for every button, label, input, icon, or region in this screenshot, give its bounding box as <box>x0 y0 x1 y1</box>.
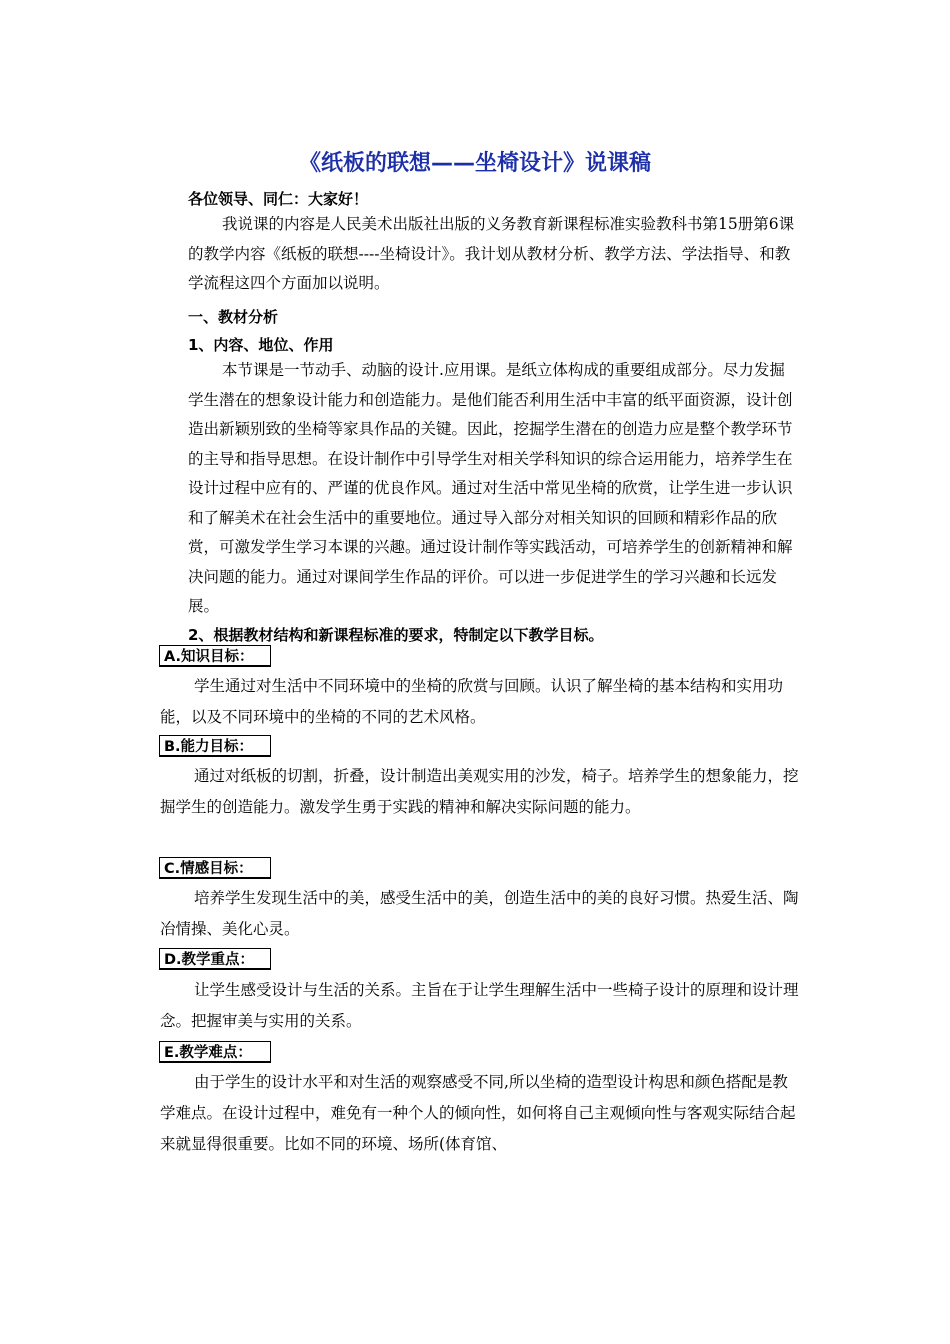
paragraph-knowledge-goal: 学生通过对生活中不同环境中的坐椅的欣赏与回顾。认识了解坐椅的基本结构和实用功能，以及不同环境中的坐椅的不同的艺术风格。 <box>160 677 784 726</box>
paragraph-emotion-goal: 培养学生发现生活中的美，感受生活中的美，创造生活中的美的良好习惯。热爱生活、陶冶情操、美化心灵。 <box>160 889 799 938</box>
paragraph-ability-goal: 通过对纸板的切割，折叠，设计制造出美观实用的沙发，椅子。培养学生的想象能力，挖掘学生的创造能力。激发学生勇于实践的精神和解决实际问题的能力。 <box>160 767 799 816</box>
section-heading-materials-analysis: 一、教材分析 <box>188 308 279 326</box>
subheading-teaching-goals: 2、根据教材结构和新课程标准的要求，特制定以下教学目标。 <box>188 626 604 644</box>
label-knowledge-goal: A.知识目标： <box>159 645 271 667</box>
greeting: 各位领导、同仁：大家好！ <box>188 190 369 208</box>
label-difficulty: E.教学难点： <box>159 1041 271 1063</box>
paragraph-difficulty: 由于学生的设计水平和对生活的观察感受不同,所以坐椅的造型设计构思和颜色搭配是教学难点。在设计过程中，难免有一种个人的倾向性，如何将自己主观倾向性与客观实际结合起来就显得很重要。比如不同的环境、场所(体育馆、 <box>160 1073 796 1153</box>
paragraph-key-point: 让学生感受设计与生活的关系。主旨在于让学生理解生活中一些椅子设计的原理和设计理念。把握审美与实用的关系。 <box>160 981 799 1030</box>
label-key-point: D.教学重点： <box>159 948 271 970</box>
subheading-content-position-role: 1、内容、地位、作用 <box>188 336 334 354</box>
document-title: 《纸板的联想——坐椅设计》说课稿 <box>298 151 651 176</box>
label-ability-goal: B.能力目标： <box>159 735 271 757</box>
intro-paragraph: 我说课的内容是人民美术出版社出版的义务教育新课程标准实验教科书第15册第6课的教学内容《纸板的联想----坐椅设计》。我计划从教材分析、教学方法、学法指导、和教学流程这四个方面加以说明。 <box>188 215 795 292</box>
label-emotion-goal: C.情感目标： <box>159 857 271 879</box>
paragraph-content-role: 本节课是一节动手、动脑的设计.应用课。是纸立体构成的重要组成部分。尽力发掘学生潜在的想象设计能力和创造能力。是他们能否利用生活中丰富的纸平面资源，设计创造出新颖别致的坐椅等家具作品的关键。因此，挖掘学生潜在的创造力应是整个教学环节的主导和指导思想。在设计制作中引导学生对相关学科知识的综合运用能力，培养学生在设计过程中应有的、严谨的优良作风。通过对生活中常见坐椅的欣赏，让学生进一步认识和了解美术在社会生活中的重要地位。通过导入部分对相关知识的回顾和精彩作品的欣赏，可激发学生学习本课的兴趣。通过设计制作等实践活动，可培养学生的创新精神和解决问题的能力。通过对课间学生作品的评价。可以进一步促进学生的学习兴趣和长远发展。 <box>188 361 793 615</box>
